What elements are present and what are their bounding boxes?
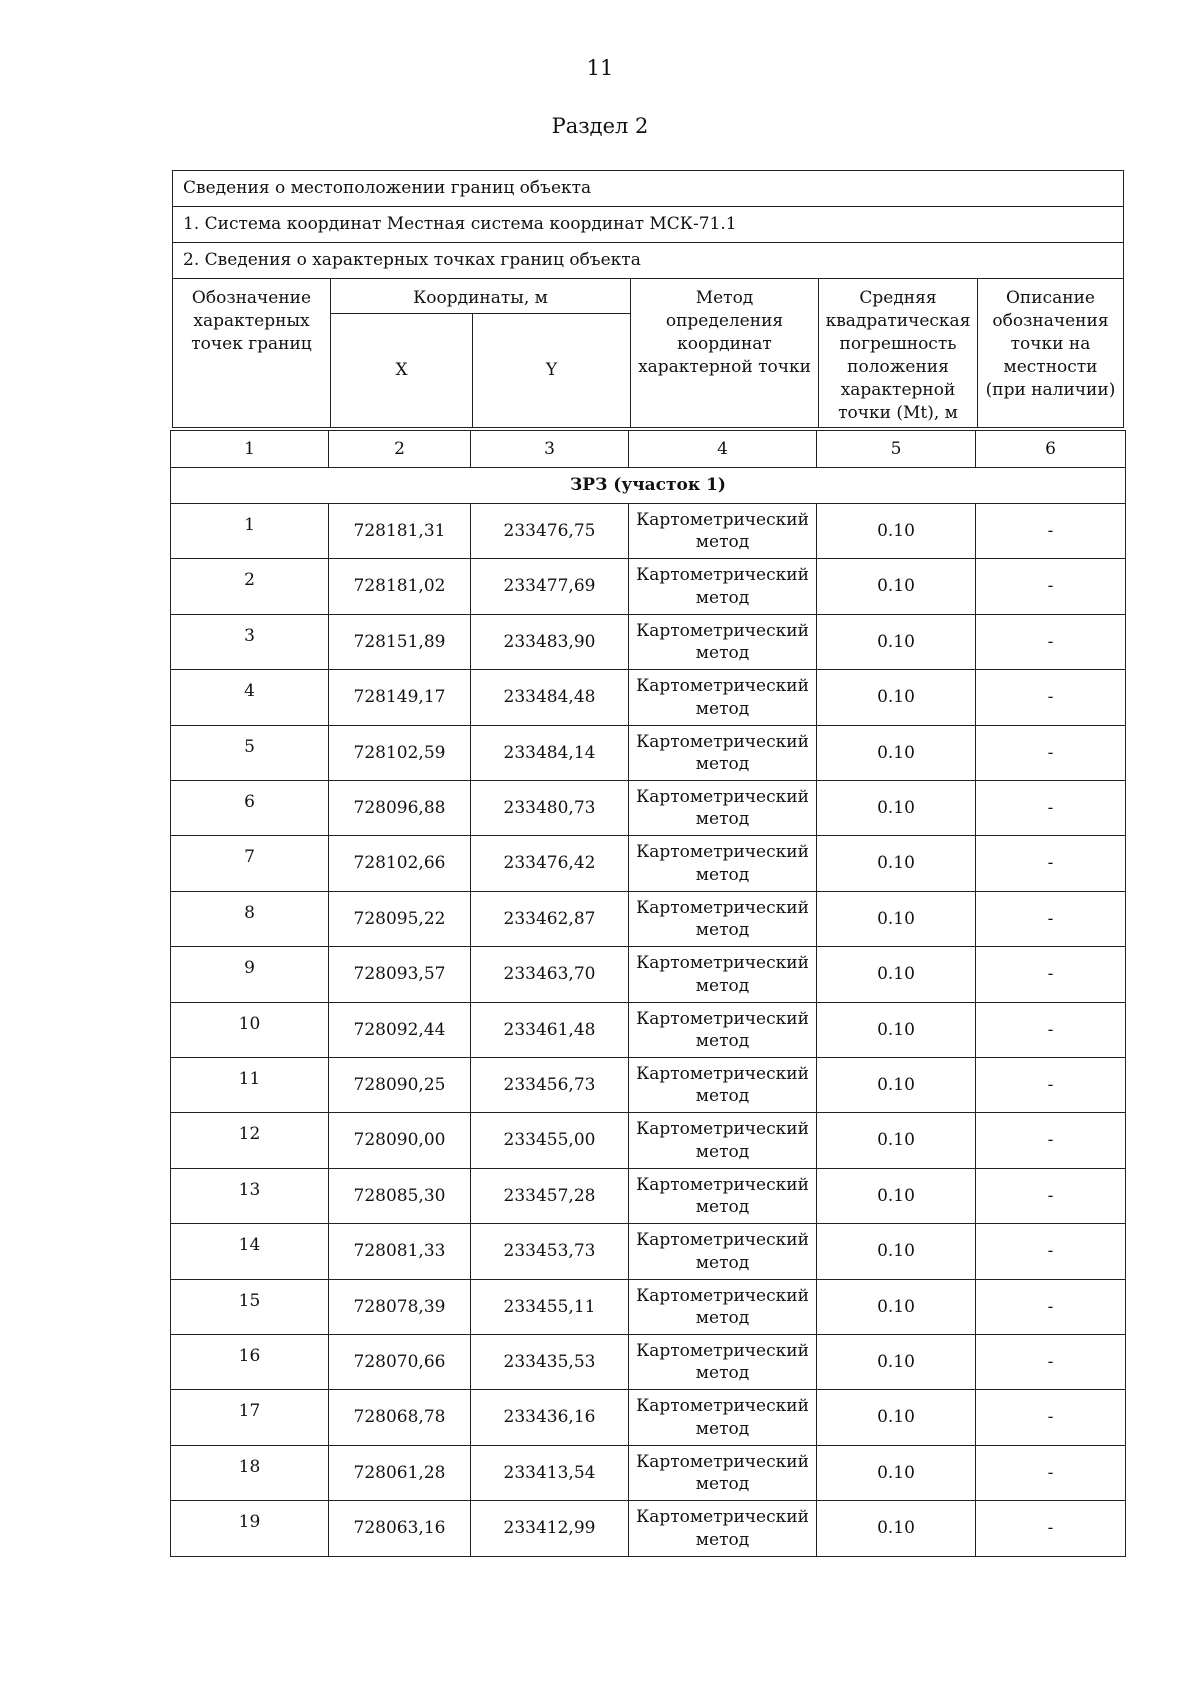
mt-value: 0.10 [816, 1279, 976, 1335]
method: Картометрический метод [628, 1445, 817, 1501]
coord-y: 233413,54 [470, 1445, 629, 1501]
header-method: Метод определения координат характерной точки [630, 278, 819, 428]
point-number: 18 [170, 1445, 329, 1501]
mt-value: 0.10 [816, 946, 976, 1003]
coord-y: 233484,14 [470, 725, 629, 781]
description: - [975, 614, 1126, 670]
section-title: Раздел 2 [551, 114, 649, 138]
coord-x: 728093,57 [328, 946, 471, 1003]
point-number: 12 [170, 1112, 329, 1169]
column-number: 2 [328, 430, 471, 468]
point-number: 8 [170, 891, 329, 947]
header-coordinates: Координаты, м [330, 278, 631, 314]
point-number: 5 [170, 725, 329, 781]
coord-x: 728090,00 [328, 1112, 471, 1169]
coord-y: 233483,90 [470, 614, 629, 670]
point-number: 14 [170, 1223, 329, 1280]
coord-x: 728181,02 [328, 558, 471, 615]
coord-x: 728149,17 [328, 669, 471, 726]
coord-x: 728078,39 [328, 1279, 471, 1335]
description: - [975, 1445, 1126, 1501]
point-number: 15 [170, 1279, 329, 1335]
mt-value: 0.10 [816, 1500, 976, 1557]
column-number: 4 [628, 430, 817, 468]
coord-y: 233463,70 [470, 946, 629, 1003]
point-number: 4 [170, 669, 329, 726]
method: Картометрический метод [628, 1389, 817, 1446]
method: Картометрический метод [628, 1334, 817, 1390]
method: Картометрический метод [628, 780, 817, 836]
method: Картометрический метод [628, 1002, 817, 1058]
mt-value: 0.10 [816, 614, 976, 670]
header-description: Описание обозначения точки на местности (при наличии) [977, 278, 1124, 428]
coord-x: 728063,16 [328, 1500, 471, 1557]
point-number: 2 [170, 558, 329, 615]
description: - [975, 1168, 1126, 1224]
point-number: 13 [170, 1168, 329, 1224]
point-number: 10 [170, 1002, 329, 1058]
coord-y: 233477,69 [470, 558, 629, 615]
column-number: 3 [470, 430, 629, 468]
coord-x: 728151,89 [328, 614, 471, 670]
points-title-row: 2. Сведения о характерных точках границ объекта [172, 242, 1124, 279]
description: - [975, 725, 1126, 781]
header-y: Y [472, 313, 631, 428]
header-error: Средняя квадратическая погрешность положения характерной точки (Mt), м [818, 278, 978, 428]
method: Картометрический метод [628, 669, 817, 726]
coord-y: 233456,73 [470, 1057, 629, 1113]
page-number: 11 [586, 56, 614, 80]
mt-value: 0.10 [816, 558, 976, 615]
mt-value: 0.10 [816, 780, 976, 836]
point-number: 11 [170, 1057, 329, 1113]
description: - [975, 1057, 1126, 1113]
coord-x: 728096,88 [328, 780, 471, 836]
method: Картометрический метод [628, 614, 817, 670]
method: Картометрический метод [628, 725, 817, 781]
point-number: 3 [170, 614, 329, 670]
mt-value: 0.10 [816, 891, 976, 947]
method: Картометрический метод [628, 503, 817, 559]
point-number: 9 [170, 946, 329, 1003]
coord-x: 728092,44 [328, 1002, 471, 1058]
point-number: 7 [170, 835, 329, 892]
mt-value: 0.10 [816, 1002, 976, 1058]
description: - [975, 1279, 1126, 1335]
mt-value: 0.10 [816, 669, 976, 726]
column-number: 1 [170, 430, 329, 468]
description: - [975, 503, 1126, 559]
method: Картометрический метод [628, 891, 817, 947]
coord-x: 728070,66 [328, 1334, 471, 1390]
point-number: 1 [170, 503, 329, 559]
mt-value: 0.10 [816, 835, 976, 892]
header-designation: Обозначение характерных точек границ [172, 278, 331, 428]
coord-x: 728081,33 [328, 1223, 471, 1280]
method: Картометрический метод [628, 1500, 817, 1557]
zone-label: ЗРЗ (участок 1) [170, 467, 1126, 504]
coord-x: 728090,25 [328, 1057, 471, 1113]
method: Картометрический метод [628, 1223, 817, 1280]
description: - [975, 1334, 1126, 1390]
coord-y: 233455,11 [470, 1279, 629, 1335]
mt-value: 0.10 [816, 725, 976, 781]
coord-x: 728102,66 [328, 835, 471, 892]
method: Картометрический метод [628, 1168, 817, 1224]
coord-y: 233462,87 [470, 891, 629, 947]
method: Картометрический метод [628, 1057, 817, 1113]
coord-y: 233453,73 [470, 1223, 629, 1280]
description: - [975, 946, 1126, 1003]
column-number: 5 [816, 430, 976, 468]
coord-x: 728085,30 [328, 1168, 471, 1224]
coord-x: 728102,59 [328, 725, 471, 781]
info-title: Сведения о местоположении границ объекта [172, 170, 1124, 207]
coord-y: 233412,99 [470, 1500, 629, 1557]
method: Картометрический метод [628, 1279, 817, 1335]
header-x: X [330, 313, 473, 428]
coord-y: 233480,73 [470, 780, 629, 836]
mt-value: 0.10 [816, 1389, 976, 1446]
coord-system-row: 1. Система координат Местная система координат МСК-71.1 [172, 206, 1124, 243]
point-number: 6 [170, 780, 329, 836]
coord-x: 728181,31 [328, 503, 471, 559]
coord-y: 233436,16 [470, 1389, 629, 1446]
description: - [975, 891, 1126, 947]
coord-y: 233455,00 [470, 1112, 629, 1169]
column-number: 6 [975, 430, 1126, 468]
description: - [975, 780, 1126, 836]
coord-y: 233461,48 [470, 1002, 629, 1058]
mt-value: 0.10 [816, 1112, 976, 1169]
description: - [975, 1389, 1126, 1446]
mt-value: 0.10 [816, 1168, 976, 1224]
coord-y: 233476,75 [470, 503, 629, 559]
description: - [975, 1002, 1126, 1058]
method: Картометрический метод [628, 946, 817, 1003]
mt-value: 0.10 [816, 1334, 976, 1390]
description: - [975, 669, 1126, 726]
coord-x: 728061,28 [328, 1445, 471, 1501]
method: Картометрический метод [628, 835, 817, 892]
method: Картометрический метод [628, 1112, 817, 1169]
description: - [975, 1500, 1126, 1557]
point-number: 17 [170, 1389, 329, 1446]
mt-value: 0.10 [816, 1057, 976, 1113]
coord-x: 728095,22 [328, 891, 471, 947]
point-number: 16 [170, 1334, 329, 1390]
description: - [975, 1223, 1126, 1280]
coord-x: 728068,78 [328, 1389, 471, 1446]
description: - [975, 558, 1126, 615]
method: Картометрический метод [628, 558, 817, 615]
point-number: 19 [170, 1500, 329, 1557]
mt-value: 0.10 [816, 503, 976, 559]
coord-y: 233435,53 [470, 1334, 629, 1390]
mt-value: 0.10 [816, 1223, 976, 1280]
description: - [975, 1112, 1126, 1169]
description: - [975, 835, 1126, 892]
coord-y: 233484,48 [470, 669, 629, 726]
mt-value: 0.10 [816, 1445, 976, 1501]
coord-y: 233457,28 [470, 1168, 629, 1224]
coord-y: 233476,42 [470, 835, 629, 892]
